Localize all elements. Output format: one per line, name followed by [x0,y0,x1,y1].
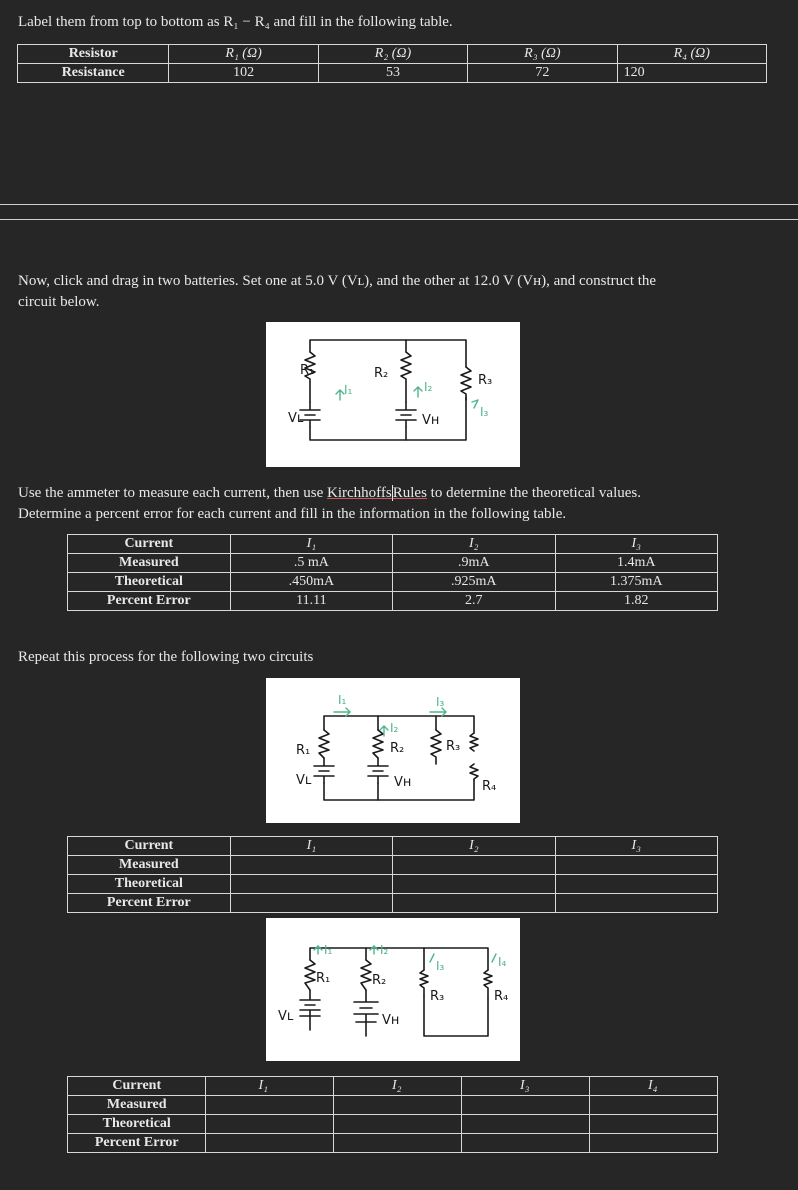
circuit-figure-3 [266,918,520,1061]
t3-error-i4[interactable] [589,1134,717,1153]
header-r1: R₁ (Ω) [169,45,318,64]
t3-theoretical-i4[interactable] [589,1115,717,1134]
battery-instruction: Now, click and drag in two batteries. Set one at 5.0 V (Vʟ), and the other at 12.0 V (Vʜ), and construct the circuit below. [18,273,657,310]
t3-measured-i4[interactable] [589,1096,717,1115]
value-r2[interactable]: 53 [318,64,467,83]
t3-theoretical-i1[interactable] [206,1115,334,1134]
divider-top [0,204,798,205]
t1-error-i2[interactable]: 2.7 [393,592,555,611]
t2-measured-i3[interactable] [555,856,717,875]
fig2-label-r4: R₄ [482,779,497,794]
ammeter-instruction: Use the ammeter to measure each current, then use KirchhoffsRules to determine the theoretical values. Determine a percent error for each current and fill in the information in the following table. [18,485,642,522]
current-table-2 [67,836,718,913]
t1-header-i2: I₂ [393,535,555,554]
fig3-label-r4: R₄ [494,989,509,1004]
t2-measured-i2[interactable] [393,856,555,875]
t1-row-label-measured: Measured [68,554,231,573]
t3-header-i1: I₁ [206,1077,334,1096]
t2-theoretical-i1[interactable] [230,875,392,894]
fig3-label-i2: I₂ [380,943,389,957]
divider-bottom [0,219,798,220]
t1-theoretical-i1[interactable]: .450mA [230,573,392,592]
intro-text: Label them from top to bottom as R₁ − R₄ and fill in the following table. [18,14,453,30]
fig1-label-r2: R₂ [374,366,389,381]
row-label-resistor: Resistor [18,45,169,64]
fig2-label-r1: R₁ [296,743,311,758]
value-r3[interactable]: 72 [468,64,617,83]
t2-error-i2[interactable] [393,894,555,913]
fig1-label-vh: Vʜ [422,413,440,428]
t3-header-i2: I₂ [334,1077,462,1096]
t3-measured-i1[interactable] [206,1096,334,1115]
t3-error-i3[interactable] [461,1134,589,1153]
t3-measured-i3[interactable] [461,1096,589,1115]
fig3-label-i1: I₁ [324,943,333,957]
t3-measured-i2[interactable] [334,1096,462,1115]
kirchhoffs-link[interactable]: Kirchhoffs [327,485,392,501]
t2-row-label-percent-error: Percent Error [68,894,231,913]
header-r2: R₂ (Ω) [318,45,467,64]
fig3-label-i3: I₃ [436,959,445,973]
t1-row-label-theoretical: Theoretical [68,573,231,592]
fig1-label-r1: R₁ [300,363,315,378]
current-table-1 [67,534,718,611]
t3-theoretical-i2[interactable] [334,1115,462,1134]
value-r4[interactable]: 120 [617,64,766,83]
fig3-label-vh: Vʜ [382,1013,400,1028]
fig1-label-vl: Vʟ [288,411,304,426]
fig3-label-r2: R₂ [372,973,387,988]
t1-header-i1: I₁ [230,535,392,554]
resistor-table [17,44,767,83]
circuit-figure-2 [266,678,520,823]
fig2-label-i1: I₁ [338,693,347,707]
t3-row-label-current: Current [68,1077,206,1096]
t2-error-i1[interactable] [230,894,392,913]
t2-theoretical-i3[interactable] [555,875,717,894]
t1-header-i3: I₃ [555,535,718,554]
fig1-label-r3: R₃ [478,373,493,388]
fig1-label-i2: I₂ [424,380,433,394]
header-r4: R₄ (Ω) [617,45,766,64]
fig2-label-vh: Vʜ [394,775,412,790]
current-table-3 [67,1076,718,1153]
fig2-label-r3: R₃ [446,739,461,754]
fig2-label-i3: I₃ [436,695,445,709]
fig3-label-r1: R₁ [316,971,331,986]
fig3-label-vl: Vʟ [278,1009,294,1024]
t3-header-i3: I₃ [461,1077,589,1096]
t1-row-label-current: Current [68,535,231,554]
t3-header-i4: I₄ [589,1077,717,1096]
t2-measured-i1[interactable] [230,856,392,875]
t1-error-i1[interactable]: 11.11 [230,592,392,611]
t3-row-label-theoretical: Theoretical [68,1115,206,1134]
fig2-label-vl: Vʟ [296,773,312,788]
t2-row-label-current: Current [68,837,231,856]
t2-header-i3: I₃ [555,837,717,856]
fig3-label-r3: R₃ [430,989,445,1004]
fig1-label-i1: I₁ [344,383,353,397]
t3-error-i2[interactable] [334,1134,462,1153]
fig2-label-i2: I₂ [390,721,399,735]
value-r1[interactable]: 102 [169,64,318,83]
t1-measured-i2[interactable]: .9mA [393,554,555,573]
t1-measured-i1[interactable]: .5 mA [230,554,392,573]
t1-row-label-percent-error: Percent Error [68,592,231,611]
t2-header-i1: I₁ [230,837,392,856]
row-label-resistance: Resistance [18,64,169,83]
t3-row-label-measured: Measured [68,1096,206,1115]
fig3-label-i4: I₄ [498,955,507,969]
t3-theoretical-i3[interactable] [461,1115,589,1134]
t1-error-i3[interactable]: 1.82 [555,592,718,611]
header-r3: R₃ (Ω) [468,45,617,64]
t2-row-label-measured: Measured [68,856,231,875]
t3-row-label-percent-error: Percent Error [68,1134,206,1153]
fig2-label-r2: R₂ [390,741,405,756]
circuit-figure-1 [266,322,520,467]
t2-error-i3[interactable] [555,894,717,913]
t1-measured-i3[interactable]: 1.4mA [555,554,718,573]
t2-theoretical-i2[interactable] [393,875,555,894]
fig1-label-i3: I₃ [480,405,489,419]
t1-theoretical-i2[interactable]: .925mA [393,573,555,592]
repeat-text: Repeat this process for the following two circuits [18,649,314,665]
t1-theoretical-i3[interactable]: 1.375mA [555,573,718,592]
t2-row-label-theoretical: Theoretical [68,875,231,894]
t2-header-i2: I₂ [393,837,555,856]
t3-error-i1[interactable] [206,1134,334,1153]
